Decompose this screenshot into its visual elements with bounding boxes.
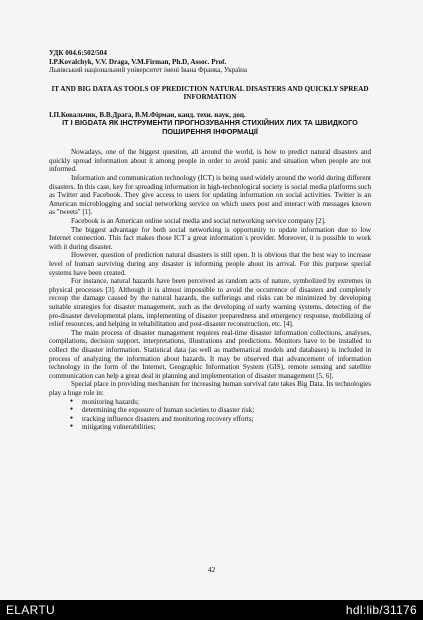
paragraph: Nowadays, one of the biggest question, all around the world, is how to predict natural disasters and quickly spread information about it among people in order to avoid panic and situation when people are not informed. [49, 148, 371, 174]
paragraph: Special place in providing mechanism for increasing human survival rate takes Big Data. Its technologies play a huge role in: [49, 380, 371, 397]
page-number: 42 [207, 565, 216, 574]
title-en: IT AND BIG DATA AS TOOLS OF PREDICTION NATURAL DISASTERS AND QUICKLY SPREAD INFORMATION [51, 84, 369, 102]
page-content [49, 49, 371, 432]
bullet-list [49, 398, 371, 432]
paragraph: For instance, natural hazards have been perceived as random acts of nature, symbolized by extremes in physical processes [3]. Although it is almost impossible to avoid the occurrence of disasters and completely recoup the damage caused by the natural hazards, the sufferings and risks can be minimized by developing suitable strategies for disaster management, such as the developing of early warning systems, detecting of the pre-disaster developmental plans, implementing of disaster preparedness and emergency response, mobilizing of relief resources, and helping in rehabilitation and post-disaster reconstruction, etc. [4]. [49, 277, 371, 329]
paragraph: The main process of disaster management requires real-time disaster information collections, analyses, compilations, decision support, interpretations, illustrations and predictions. Monitors have to be installed to collect the disaster information. Statistical data (as well as mathematical models and databases) is included in process of analyzing the information about hazards. It may be observed that advancement of information technology in the form of the Internet, Geographic Information System (GIS), remote sensing and satellite communication can help a great deal in planning and implementation of disaster management [5, 6]. [49, 328, 371, 380]
paragraph: Information and communication technology (ICT) is being used widely around the world during different disasters. In this case, key for spreading information in high-technological society is social media platforms such as Twitter and Facebook. They give access to users for updating information on social activities. Twitter is an American microblogging and social networking service on which users post and interact with messages known as "tweets" [1]. [49, 174, 371, 217]
handle-id: hdl:lib/31176 [345, 603, 417, 617]
footer-bar [0, 600, 423, 620]
list-item: ● monitoring hazards; [49, 398, 371, 407]
list-item: ● tracking influence disasters and monitoring recovery efforts; [49, 415, 371, 424]
authors-en: I.P.Kovalchyk, V.V. Draga, V.M.Firman, Ph.D, Assoc. Prof. [49, 57, 227, 66]
list-item: ● mitigating vulnerabilities; [49, 423, 371, 432]
paragraph: The biggest advantage for both social networking is opportunity to update information due to low Internet connection. This fact makes those ICT a great information`s provider. Moreover, it is possible to work with it during disaster. [49, 225, 371, 251]
list-item: ● determining the exposure of human societies to disaster risk; [49, 406, 371, 415]
affiliation: Львівський національний університет імені Івана Франка, Україна [49, 66, 248, 75]
title-uk: ІТ І BIGDATA ЯК ІНСТРУМЕНТИ ПРОГНОЗУВАННЯ СТИХІЙНИХ ЛИХ ТА ШВИДКОГО ПОШИРЕННЯ ІНФОРМАЦІЇ [62, 118, 358, 136]
article-body [49, 148, 371, 432]
paragraph: Facebook is an American online social media and social networking service company [2]. [71, 217, 326, 226]
repository-name: ELARTU [6, 603, 55, 617]
authors-uk: І.П.Ковальчик, В.В.Драга, В.М.Фірман, канд. техн. наук, доц. [49, 110, 246, 119]
paragraph: However, question of prediction natural disasters is still open. It is obvious that the best way to increase level of human surviving during any disaster is informing people about its arrival. For this purpose special systems have been created. [49, 251, 371, 277]
udc-code: УДК 004.6:502/504 [49, 49, 107, 57]
